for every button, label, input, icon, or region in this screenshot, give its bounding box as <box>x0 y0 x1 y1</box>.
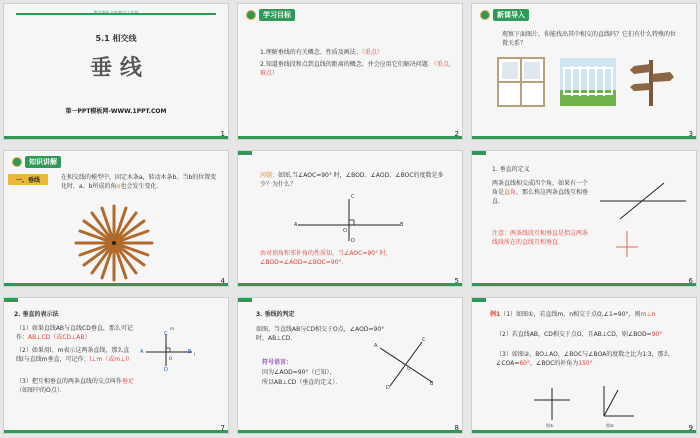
example-figure-2 <box>596 384 636 422</box>
notation-line-3: （3）把互相垂直的两条直线的交点叫作垂足（如图中的O点）． <box>16 378 134 394</box>
answer-line-2: ∠BOD=∠AOD=∠BOC=90°． <box>260 259 348 266</box>
slide-thumbnail-3[interactable] <box>471 3 697 140</box>
footer-bar <box>4 283 228 286</box>
slide-header <box>12 156 61 168</box>
rotating-sticks-diagram <box>72 203 156 283</box>
footer-bar <box>238 430 462 433</box>
slide-number: 3 <box>688 130 693 138</box>
top-accent-bar <box>238 151 252 155</box>
label-C: C <box>164 331 168 337</box>
header-label: 知识讲解 <box>25 156 61 168</box>
label-B: B <box>400 222 404 228</box>
slide-thumbnail-1[interactable] <box>3 3 229 140</box>
label-D: D <box>386 385 390 391</box>
label-l: l <box>194 352 196 357</box>
perpendicular-definition-figure <box>598 181 688 221</box>
objective-2: 2.知道垂线段和点到直线的距离的概念，并会应用它们解决问题．（重点，难点） <box>260 61 455 77</box>
slide-header <box>246 9 295 21</box>
answer-line-1: 由对顶角和邻补角的性质知，当∠AOC=90° 时， <box>260 250 392 257</box>
slide-number: 2 <box>454 130 459 138</box>
footer-website: 第一PPT模板网-WWW.1PPT.COM <box>65 108 167 115</box>
slide-number: 8 <box>454 424 459 432</box>
slide-thumbnail-9[interactable] <box>471 297 697 434</box>
question-text: 问题：如图,当∠AOC=90° 时，∠BOD、∠AOD、∠BOC的度数是多少？为什么？ <box>260 172 444 188</box>
slide-number: 5 <box>454 277 459 285</box>
label-B: B <box>430 381 434 387</box>
definition-text: 两条直线相交成四个角，如果有一个角是直角，那么称这两条直线互相垂直． <box>492 180 589 205</box>
slide-number: 7 <box>220 424 225 432</box>
label-O: O <box>169 356 173 361</box>
definition-heading: 1. 垂直的定义 <box>492 166 530 173</box>
perpendicular-lines-figure <box>294 195 404 245</box>
footer-bar <box>472 136 696 139</box>
slide-number: 6 <box>688 277 693 285</box>
top-caption: 教学课件 初中数学七年级 <box>93 10 139 15</box>
example-q2: （2）若直线AB，CD相交于点O，且AB⊥CD，则∠BOD=90° <box>496 331 663 338</box>
slide-number: 9 <box>688 424 693 432</box>
footer-bar <box>238 283 462 286</box>
label-D: D <box>164 367 168 373</box>
slide-thumbnail-8[interactable] <box>237 297 463 434</box>
fence-image <box>560 58 616 106</box>
top-accent-bar <box>472 151 486 155</box>
label-C: C <box>422 337 426 343</box>
header-label: 新课导入 <box>493 9 529 21</box>
slide-number: 4 <box>220 277 225 285</box>
top-accent-bar <box>238 298 252 302</box>
note-text: 注意：两条线段互相垂直是指这两条线段所在的直线互相垂直． <box>492 230 589 246</box>
label-D: D <box>351 238 355 244</box>
slide-thumbnail-5[interactable] <box>237 150 463 287</box>
footer-bar <box>4 136 228 139</box>
footer-bar <box>238 136 462 139</box>
footer-bar <box>4 430 228 433</box>
slide-number: 1 <box>220 130 225 138</box>
header-label: 学习目标 <box>259 9 295 21</box>
criterion-heading: 3. 垂线的判定 <box>256 311 295 318</box>
figure-2-caption: 图② <box>606 423 614 428</box>
intro-question: 观察下面图片，你能找出其中相交的直线吗？它们有什么特殊的位置关系？ <box>502 31 677 47</box>
slide-thumbnail-7[interactable] <box>3 297 229 434</box>
label-O: O <box>343 228 347 234</box>
symbol-language-label: 符号语言： <box>262 359 293 366</box>
segment-figure <box>612 229 642 259</box>
signpost-image <box>630 60 674 106</box>
symbol-line-2: 所以AB⊥CD（垂直的定义）． <box>262 379 342 386</box>
top-accent-bar <box>472 298 486 302</box>
label-C: C <box>351 194 355 200</box>
criterion-text: 如图，当直线AB与CD相交于O点，∠AOD=90°时，AB⊥CD． <box>256 326 385 342</box>
slide-thumbnail-4[interactable] <box>3 150 229 287</box>
label-A: A <box>294 222 298 228</box>
symbol-line-1: 因为∠AOD=90°（已知）， <box>262 369 336 376</box>
top-accent-bar <box>4 298 18 302</box>
label-A: A <box>140 349 144 355</box>
subheader-tag: 一、垂线 <box>8 174 48 185</box>
slide-main-title: 垂 线 <box>90 56 142 81</box>
header-badge-icon <box>12 157 22 167</box>
footer-bar <box>472 430 696 433</box>
model-description: 在相交线的模型中，固定木条a，转动木条b。当b的位置变化时，a、b所成的角α也会发生变化. <box>61 174 217 190</box>
notation-heading: 2. 垂直的表示法 <box>14 311 59 318</box>
label-m: m <box>170 326 174 331</box>
label-A: A <box>374 343 378 349</box>
example-figure-1 <box>532 386 572 422</box>
section-title: 5.1 相交线 <box>95 34 137 43</box>
objective-1: 1.理解垂线的有关概念、性质及画法；（重点） <box>260 49 383 56</box>
intro-photos <box>494 52 684 112</box>
criterion-figure <box>376 338 436 390</box>
slide-thumbnail-6[interactable] <box>471 150 697 287</box>
example-q3: （3）如图②，BO⊥AO，∠BOC与∠BOA的度数之比为1∶3，那么∠COA=60°，∠BOC的补角为150° <box>496 351 670 367</box>
footer-bar <box>472 283 696 286</box>
notation-line-1: （1）如果直线AB与直线CD垂直，那么可记作：AB⊥CD（或CD⊥AB） <box>16 325 133 341</box>
label-O: O <box>407 366 411 371</box>
slide-header <box>480 9 529 21</box>
example-q1: 例1（1）如图①，若直线m、n相交于点O,∠1=90°，则m⊥n <box>490 311 656 318</box>
figure-1-caption: 图① <box>546 423 554 428</box>
header-badge-icon <box>246 10 256 20</box>
slide-thumbnail-2[interactable] <box>237 3 463 140</box>
notation-line-2: （2）如果用l、m表示这两条直线，那么直线l与直线m垂直，可记作：l⊥m（或m⊥l） <box>16 347 133 363</box>
window-frame-image <box>498 58 544 106</box>
label-B: B <box>188 349 192 355</box>
header-badge-icon <box>480 10 490 20</box>
